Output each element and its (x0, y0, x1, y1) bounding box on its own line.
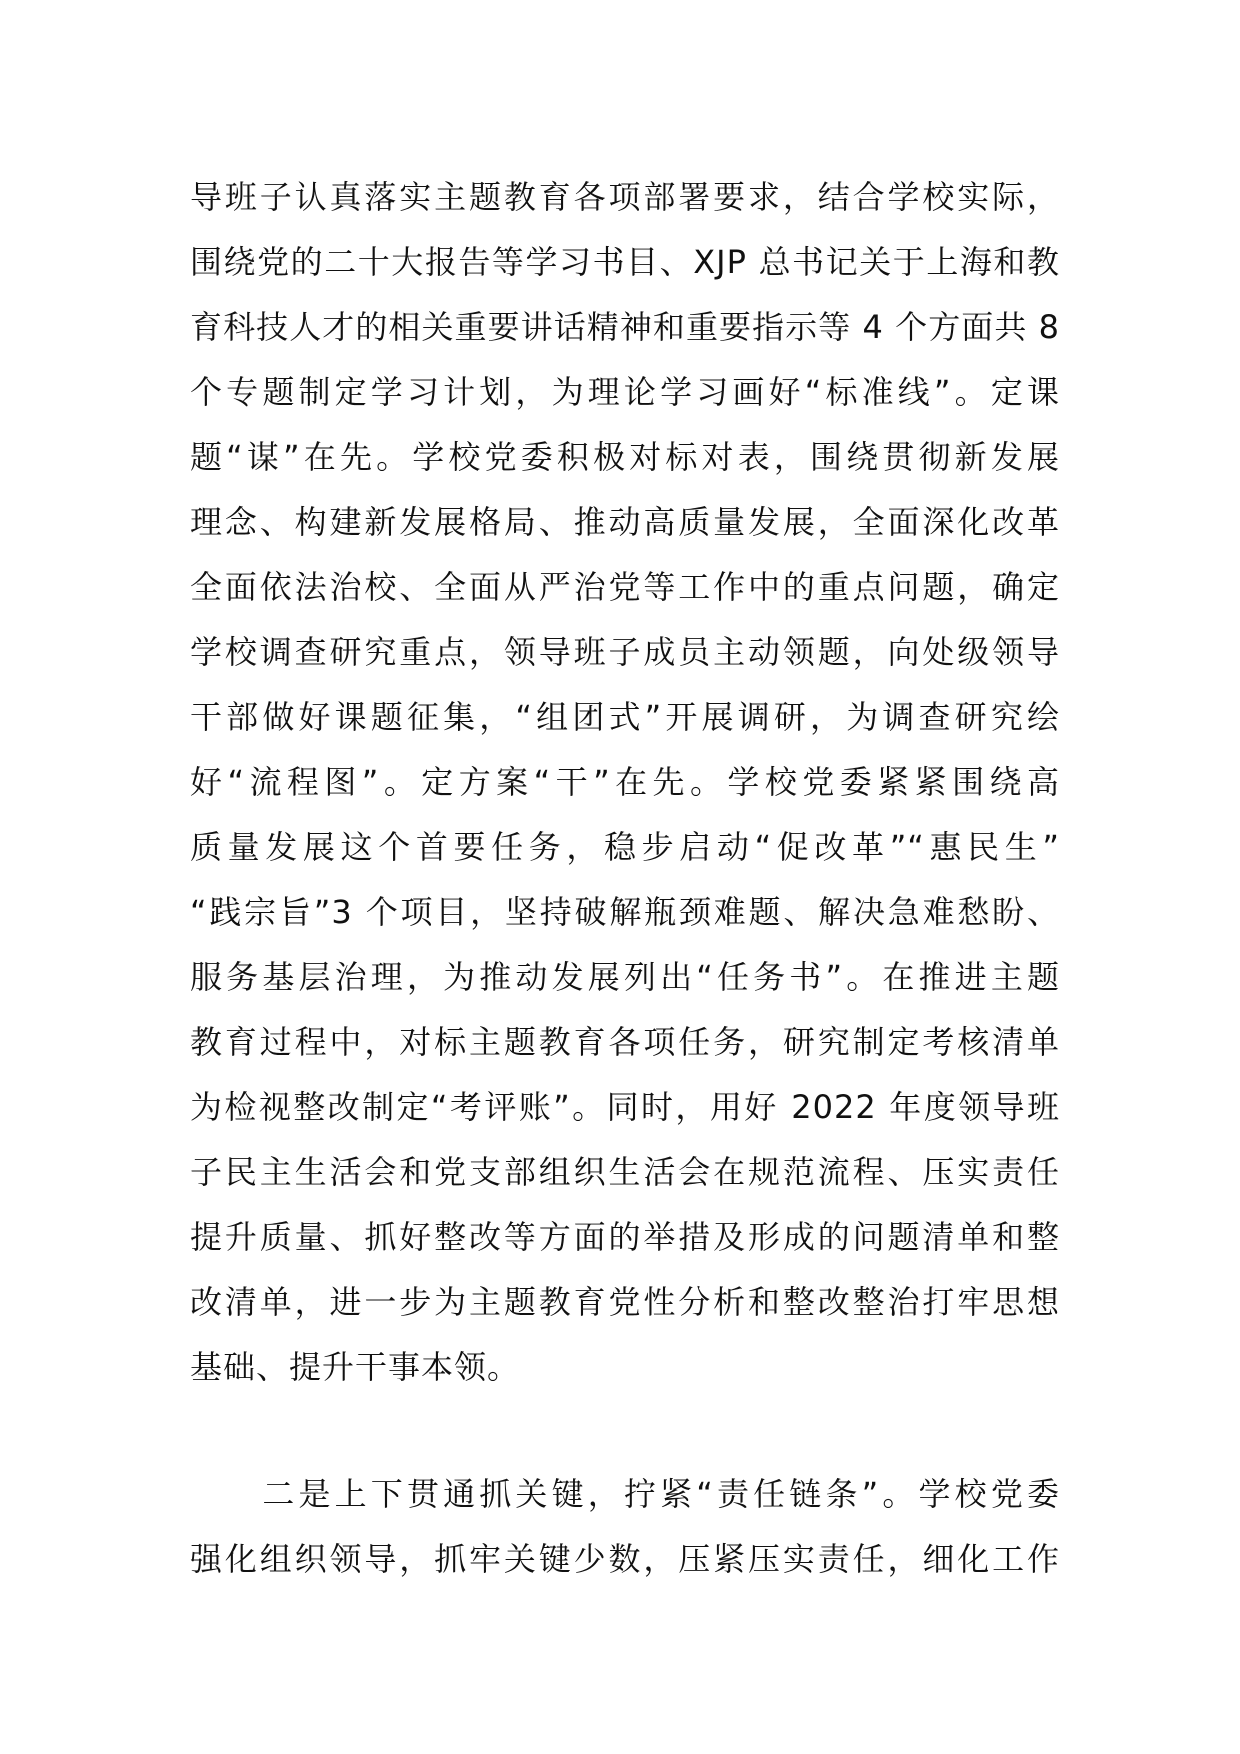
text-line: 子民主生活会和党支部组织生活会在规范流程、压实责任 (190, 1153, 1060, 1191)
body-paragraph-1 (190, 165, 1060, 1400)
text-line: 个专题制定学习计划，为理论学习画好“标准线”。定课 (190, 373, 1060, 411)
text-line: “践宗旨”3 个项目，坚持破解瓶颈难题、解决急难愁盼、 (190, 893, 1060, 931)
text-line: 质量发展这个首要任务，稳步启动“促改革”“惠民生” (190, 828, 1060, 866)
text-line: 导班子认真落实主题教育各项部署要求，结合学校实际， (190, 178, 1060, 216)
text-line: 教育过程中，对标主题教育各项任务，研究制定考核清单 (190, 1023, 1060, 1061)
text-line: 干部做好课题征集，“组团式”开展调研，为调查研究绘 (190, 698, 1060, 736)
text-line: 服务基层治理，为推动发展列出“任务书”。在推进主题 (190, 958, 1060, 996)
text-line: 提升质量、抓好整改等方面的举措及形成的问题清单和整 (190, 1218, 1060, 1256)
text-line: 学校调查研究重点，领导班子成员主动领题，向处级领导 (190, 633, 1060, 671)
text-line: 理念、构建新发展格局、推动高质量发展，全面深化改革 (190, 503, 1060, 541)
text-line: 题“谋”在先。学校党委积极对标对表，围绕贯彻新发展 (190, 438, 1060, 476)
text-line: 强化组织领导，抓牢关键少数，压紧压实责任，细化工作 (190, 1540, 1060, 1578)
text-line: 二是上下贯通抓关键，拧紧“责任链条”。学校党委 (190, 1475, 1060, 1513)
text-line: 好“流程图”。定方案“干”在先。学校党委紧紧围绕高 (190, 763, 1060, 801)
body-paragraph-2 (190, 1462, 1060, 1592)
text-line: 为检视整改制定“考评账”。同时，用好 2022 年度领导班 (190, 1088, 1060, 1126)
text-line: 基础、提升干事本领。 (190, 1348, 521, 1386)
text-line: 围绕党的二十大报告等学习书目、XJP 总书记关于上海和教 (190, 243, 1060, 281)
text-line: 育科技人才的相关重要讲话精神和重要指示等 4 个方面共 8 (190, 308, 1060, 346)
text-line: 改清单，进一步为主题教育党性分析和整改整治打牢思想 (190, 1283, 1060, 1321)
text-line: 全面依法治校、全面从严治党等工作中的重点问题，确定 (190, 568, 1060, 606)
